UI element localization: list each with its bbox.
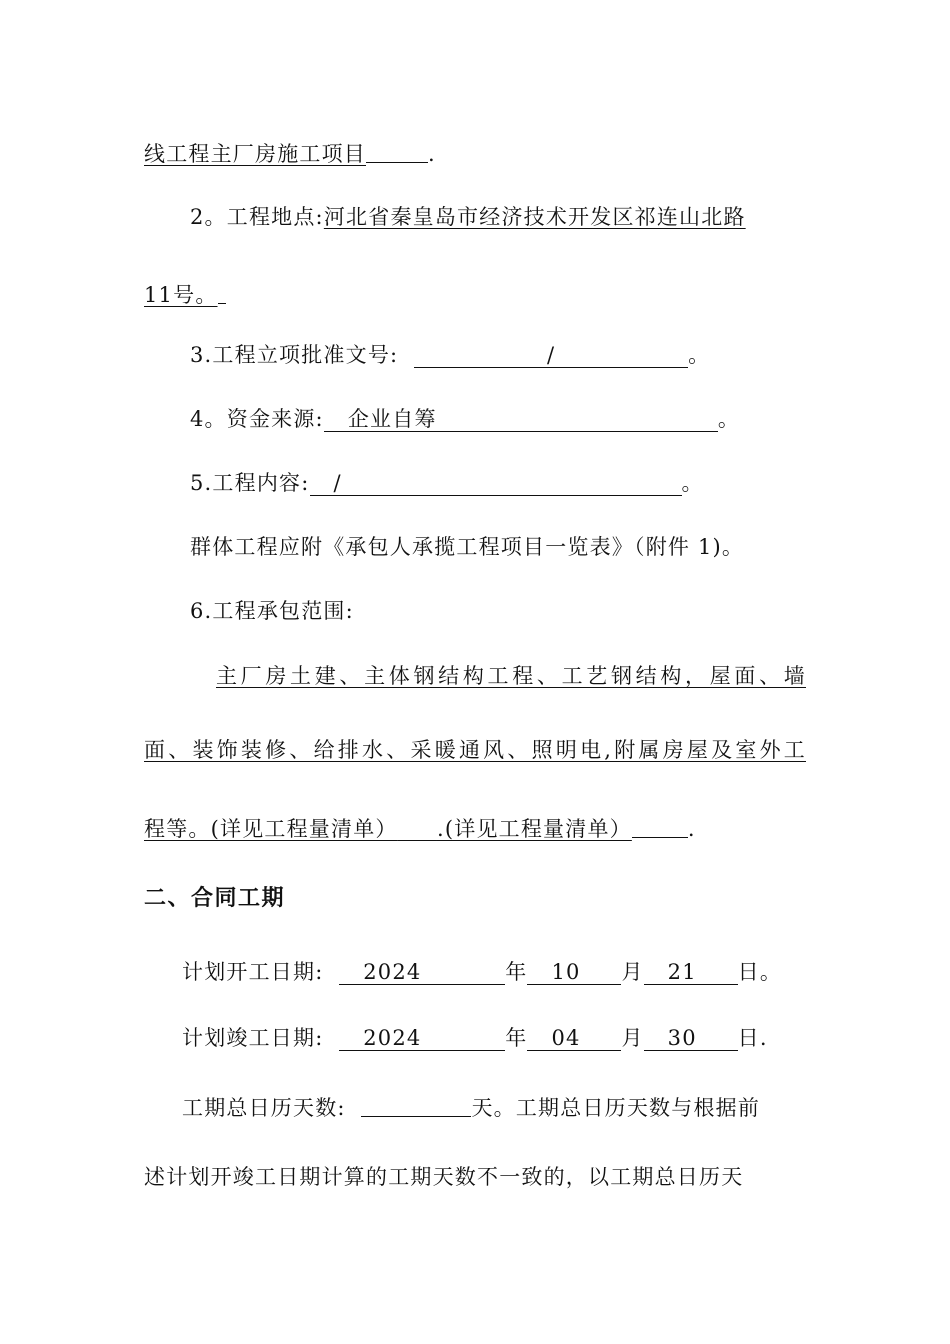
scope-end: . [687,817,696,841]
planned-start-day-unit: 日。 [737,960,783,984]
planned-finish-month: 04 [551,1026,581,1050]
planned-finish-label: 计划竣工日期: [182,1026,324,1050]
project-name-line [144,136,436,168]
item4-line [190,405,740,433]
planned-finish-month-unit: 月 [621,1026,644,1050]
planned-start-month-field [527,960,621,985]
total-days-unit-text: 天。工期总日历天数与根据前 [471,1096,761,1120]
item3-label: 3.工程立项批准文号: [190,343,399,367]
item5-value: / [333,471,342,495]
planned-start-year-unit: 年 [505,960,528,984]
planned-finish-line [182,1024,768,1052]
project-name-text: 线工程主厂房施工项目 [144,142,366,166]
total-days-line [182,1090,760,1122]
section-heading-duration: 二、合同工期 [144,886,286,911]
item6-label: 6.工程承包范围: [190,599,354,623]
project-name-end: . [428,142,436,166]
scope-line-1 [190,662,806,690]
planned-start-month: 10 [551,960,581,984]
item4-blank [324,407,718,432]
item2-line-b [144,277,226,309]
scope-line-1-text: 主厂房土建、主体钢结构工程、工艺钢结构，屋面、墙 [216,664,806,688]
scope-line-3a: 程等。(详见工程量清单） [144,817,398,841]
project-name-blank [366,138,428,163]
planned-finish-day-field [644,1026,738,1051]
item5-label: 5.工程内容: [190,471,310,495]
item3-line [190,341,710,369]
planned-start-year: 2024 [363,960,422,984]
item3-blank [414,343,688,368]
item4-label: 4。资金来源: [190,407,324,431]
total-days-field [361,1092,471,1117]
planned-finish-day: 30 [667,1026,697,1050]
item2-label: 2。工程地点: [190,205,324,229]
planned-start-year-field [339,960,505,985]
item2-value-b: 11号。 [144,283,218,307]
scope-line-3b: .(详见工程量清单） [436,817,632,841]
planned-finish-year: 2024 [363,1026,422,1050]
planned-start-line [182,958,782,986]
scope-line-3 [144,811,696,843]
item3-value: / [546,343,556,367]
planned-start-day-field [644,960,738,985]
item4-end: 。 [717,407,741,431]
item5-line [190,469,704,497]
total-days-line-2: 述计划开竣工日期计算的工期天数不一致的，以工期总日历天 [144,1165,744,1189]
item4-value: 企业自筹 [347,407,437,431]
item2-value-a: 河北省秦皇岛市经济技术开发区祁连山北路 [323,205,746,229]
item2-tail-blank [218,279,226,304]
scope-line-2 [144,736,806,764]
scope-line-2-text: 面、装饰装修、给排水、采暖通风、照明电,附属房屋及室外工 [144,738,806,762]
item5-end: 。 [681,471,704,495]
planned-start-month-unit: 月 [621,960,644,984]
item5-blank [310,471,682,496]
scope-tail-blank [632,813,688,838]
planned-start-label: 计划开工日期: [182,960,324,984]
item2-line [190,203,746,231]
planned-finish-year-field [339,1026,505,1051]
planned-finish-day-unit: 日. [737,1026,768,1050]
total-days-label: 工期总日历天数: [182,1096,346,1120]
planned-finish-year-unit: 年 [505,1026,528,1050]
planned-start-day: 21 [667,960,697,984]
group-note: 群体工程应附《承包人承揽工程项目一览表》（附件 1)。 [190,535,745,559]
planned-finish-month-field [527,1026,621,1051]
item3-end: 。 [688,343,711,367]
